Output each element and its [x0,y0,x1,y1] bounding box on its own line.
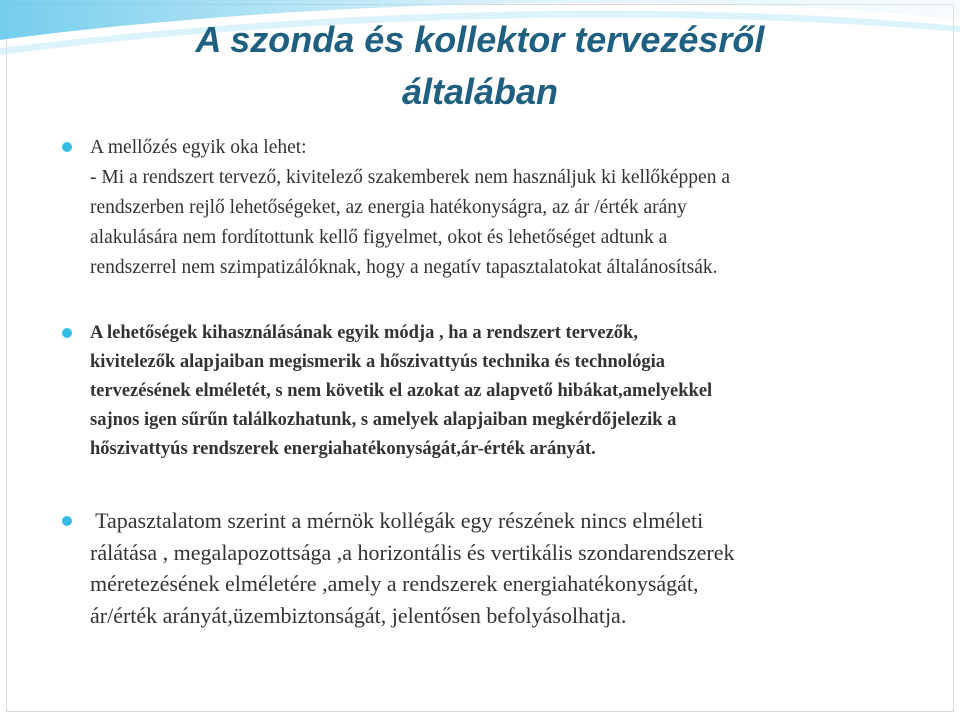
bullet-2-line: kivitelezők alapjaiban megismerik a hőszivattyús technika és technológia [90,352,666,372]
bullet-3-line: Tapasztalatom szerint a mérnök kollégák egy részének nincs elméleti [90,508,704,533]
bullet-1-line: A mellőzés egyik oka lehet: [90,137,307,158]
title-line-2: általában [401,71,559,112]
bullet-2-line: tervezésének elméletét, s nem követik el azokat az alapvető hibákat,amelyekkel [90,381,713,401]
bullet-dot-2 [62,328,72,338]
title-line-1: A szonda és kollektor tervezésről [195,19,765,60]
bullet-1-line: rendszerben rejlő lehetőségeket, az energia hatékonyságra, az ár /érték arány [90,197,687,218]
bullet-paragraph-3 [90,505,920,631]
bullet-2-line: A lehetőségek kihasználásának egyik módja , ha a rendszert tervezők, [90,323,638,343]
bullet-2-line: hőszivattyús rendszerek energiahatékonyságát,ár-érték arányát. [90,439,596,459]
bullet-dot-3 [62,516,72,526]
bullet-paragraph-1 [90,133,910,283]
bullet-1-line: alakulására nem fordítottunk kellő figyelmet, okot és lehetőséget adtunk a [90,227,668,248]
slide-title [90,14,870,118]
bullet-1-line: rendszerrel nem szimpatizálóknak, hogy a negatív tapasztalatokat általánosítsák. [90,257,718,278]
bullet-3-line: méretezésének elméletére ,amely a rendszerek energiahatékonyságát, [90,571,699,596]
bullet-3-line: ár/érték arányát,üzembiztonságát, jelentősen befolyásolhatja. [90,602,627,628]
bullet-paragraph-2 [90,319,915,464]
bullet-dot-1 [62,142,72,152]
bullet-2-line: sajnos igen sűrűn találkozhatunk, s amelyek alapjaiban megkérdőjelezik a [90,410,677,430]
bullet-1-line: - Mi a rendszert tervező, kivitelező szakemberek nem használjuk ki kellőképpen a [90,167,730,188]
bullet-3-line: rálátása , megalapozottsága ,a horizontális és vertikális szondarendszerek [90,539,735,565]
